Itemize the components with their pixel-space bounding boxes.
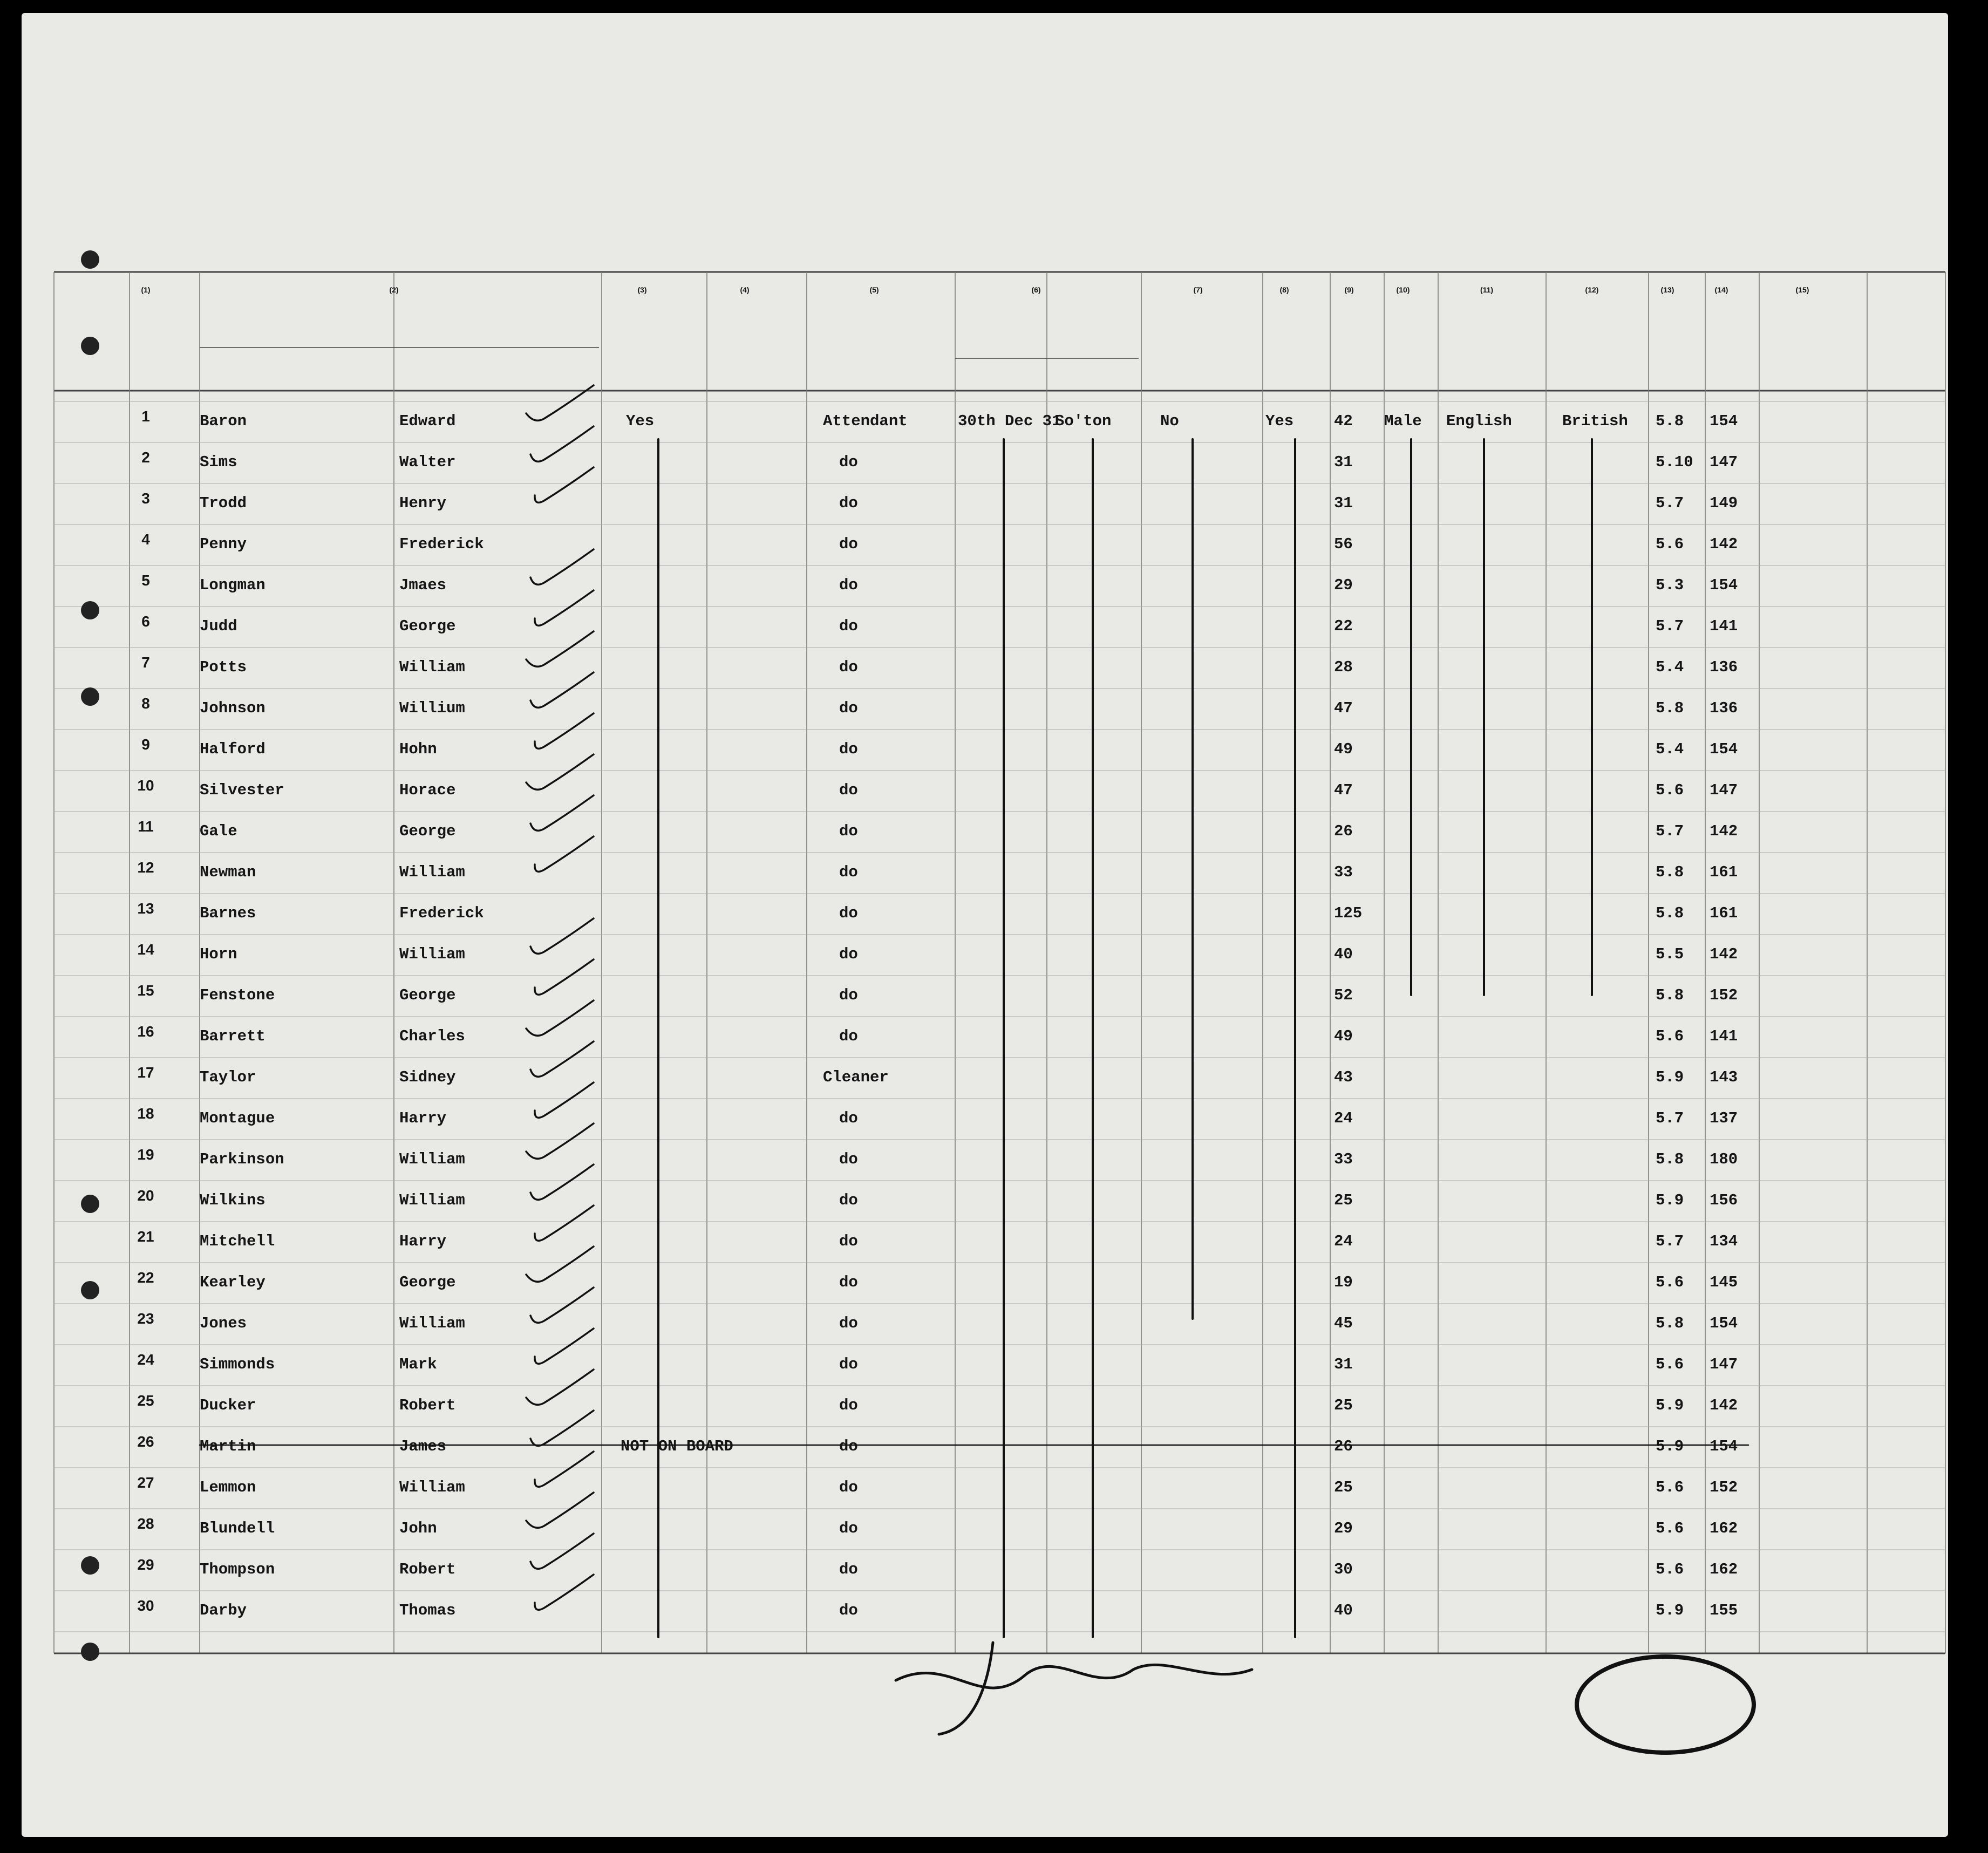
position-cell: do	[839, 1027, 858, 1045]
height-cell: 5.10	[1656, 453, 1693, 471]
column-number: (7)	[1193, 285, 1203, 294]
given-name-cell: Harry	[399, 1109, 447, 1127]
age-cell: 24	[1334, 1232, 1353, 1250]
height-cell: 5.8	[1656, 1314, 1684, 1332]
family-name-cell: Thompson	[200, 1561, 275, 1578]
position-cell: do	[839, 904, 858, 922]
row-number: 8	[141, 695, 150, 712]
family-name-cell: Sims	[200, 453, 237, 471]
age-cell: 19	[1334, 1273, 1353, 1291]
position-cell: do	[839, 1150, 858, 1168]
binder-hole	[81, 1195, 99, 1213]
given-name-cell: Harry	[399, 1232, 447, 1250]
weight-cell: 180	[1710, 1150, 1738, 1168]
position-cell: do	[839, 1232, 858, 1250]
height-cell: 5.7	[1656, 822, 1684, 840]
manifest-sheet	[22, 13, 1948, 1837]
age-cell: 47	[1334, 699, 1353, 717]
binder-hole	[81, 1281, 99, 1299]
given-name-cell: John	[399, 1520, 437, 1537]
column-number: (13)	[1660, 285, 1674, 294]
binder-hole	[81, 687, 99, 706]
given-name-cell: Willium	[399, 699, 465, 717]
age-cell: 49	[1334, 740, 1353, 758]
weight-cell: 149	[1710, 494, 1738, 512]
handwritten-annotations	[22, 13, 1948, 1837]
age-cell: 28	[1334, 658, 1353, 676]
age-cell: 24	[1334, 1109, 1353, 1127]
given-name-cell: George	[399, 617, 456, 635]
paid-off-cell: No	[1160, 412, 1179, 430]
weight-cell: 147	[1710, 453, 1738, 471]
family-name-cell: Blundell	[200, 1520, 275, 1537]
age-cell: 29	[1334, 576, 1353, 594]
given-name-cell: Edward	[399, 412, 456, 430]
row-number: 10	[137, 777, 154, 794]
age-cell: 43	[1334, 1068, 1353, 1086]
weight-cell: 137	[1710, 1109, 1738, 1127]
row-number: 12	[137, 859, 154, 876]
family-name-cell: Montague	[200, 1109, 275, 1127]
position-cell: do	[839, 1191, 858, 1209]
binder-hole	[81, 250, 99, 269]
age-cell: 31	[1334, 1355, 1353, 1373]
ink-stroke	[530, 1287, 594, 1323]
family-name-cell: Lemmon	[200, 1479, 256, 1496]
height-cell: 5.8	[1656, 699, 1684, 717]
family-name-cell: Barnes	[200, 904, 256, 922]
ink-stroke	[896, 1665, 1252, 1688]
ink-stroke	[526, 1493, 594, 1528]
height-cell: 5.4	[1656, 658, 1684, 676]
age-cell: 40	[1334, 1602, 1353, 1619]
ink-stroke	[535, 836, 594, 871]
height-cell: 5.7	[1656, 494, 1684, 512]
age-cell: 26	[1334, 822, 1353, 840]
age-cell: 31	[1334, 453, 1353, 471]
shipped-when-cell: 30th Dec 31	[958, 412, 1061, 430]
age-cell: 29	[1334, 1520, 1353, 1537]
age-cell: 45	[1334, 1314, 1353, 1332]
position-cell: do	[839, 822, 858, 840]
family-name-cell: Penny	[200, 535, 247, 553]
position-cell: do	[839, 945, 858, 963]
position-cell: Cleaner	[823, 1068, 889, 1086]
family-name-cell: Horn	[200, 945, 237, 963]
sex-cell: Male	[1384, 412, 1422, 430]
row-number: 1	[141, 408, 150, 425]
family-name-cell: Parkinson	[200, 1150, 284, 1168]
given-name-cell: George	[399, 1273, 456, 1291]
row-number: 7	[141, 654, 150, 671]
height-cell: 5.7	[1656, 1109, 1684, 1127]
ink-stroke	[530, 672, 594, 707]
age-cell: 25	[1334, 1191, 1353, 1209]
age-cell: 33	[1334, 863, 1353, 881]
race-cell: English	[1446, 412, 1512, 430]
row-number: 16	[137, 1023, 154, 1040]
age-cell: 30	[1334, 1561, 1353, 1578]
row-number: 5	[141, 572, 150, 589]
column-number: (5)	[869, 285, 879, 294]
weight-cell: 154	[1710, 412, 1738, 430]
position-cell: do	[839, 740, 858, 758]
weight-cell: 134	[1710, 1232, 1738, 1250]
row-number: 26	[137, 1433, 154, 1450]
weight-cell: 155	[1710, 1602, 1738, 1619]
ink-stroke	[526, 1123, 594, 1159]
row-number: 25	[137, 1392, 154, 1409]
height-cell: 5.9	[1656, 1602, 1684, 1619]
family-name-cell: Johnson	[200, 699, 265, 717]
weight-cell: 147	[1710, 781, 1738, 799]
ink-stroke	[530, 1411, 594, 1446]
height-cell: 5.6	[1656, 1027, 1684, 1045]
row-number: 6	[141, 613, 150, 630]
given-name-cell: William	[399, 1479, 465, 1496]
position-cell: do	[839, 1109, 858, 1127]
column-number: (14)	[1714, 285, 1728, 294]
given-name-cell: George	[399, 986, 456, 1004]
weight-cell: 142	[1710, 945, 1738, 963]
ink-stroke	[535, 590, 594, 625]
given-name-cell: Frederick	[399, 535, 484, 553]
height-cell: 5.7	[1656, 1232, 1684, 1250]
height-cell: 5.6	[1656, 1561, 1684, 1578]
age-cell: 25	[1334, 1479, 1353, 1496]
height-cell: 5.8	[1656, 412, 1684, 430]
height-cell: 5.9	[1656, 1068, 1684, 1086]
family-name-cell: Mitchell	[200, 1232, 275, 1250]
age-cell: 25	[1334, 1396, 1353, 1414]
given-name-cell: Horace	[399, 781, 456, 799]
column-number: (11)	[1480, 285, 1494, 294]
height-cell: 5.9	[1656, 1438, 1684, 1455]
row-number: 19	[137, 1146, 154, 1163]
position-cell: do	[839, 617, 858, 635]
ink-stroke	[535, 959, 594, 994]
ink-stroke	[535, 1205, 594, 1241]
family-name-cell: Simmonds	[200, 1355, 275, 1373]
given-name-cell: Thomas	[399, 1602, 456, 1619]
weight-cell: 142	[1710, 1396, 1738, 1414]
given-name-cell: Walter	[399, 453, 456, 471]
row-number: 17	[137, 1064, 154, 1081]
family-name-cell: Taylor	[200, 1068, 256, 1086]
family-name-cell: Darby	[200, 1602, 247, 1619]
ink-stroke	[526, 754, 594, 789]
row-number: 28	[137, 1515, 154, 1532]
row-number: 11	[138, 818, 154, 835]
weight-cell: 136	[1710, 699, 1738, 717]
position-cell: do	[839, 576, 858, 594]
age-cell: 31	[1334, 494, 1353, 512]
given-name-cell: William	[399, 945, 465, 963]
family-name-cell: Jones	[200, 1314, 247, 1332]
ink-stroke	[530, 918, 594, 953]
row-number: 18	[137, 1105, 154, 1122]
ink-stroke	[535, 1575, 594, 1610]
family-name-cell: Barrett	[200, 1027, 265, 1045]
height-cell: 5.6	[1656, 1355, 1684, 1373]
given-name-cell: James	[399, 1438, 447, 1455]
given-name-cell: William	[399, 658, 465, 676]
ink-stroke	[530, 795, 594, 830]
age-cell: 49	[1334, 1027, 1353, 1045]
weight-cell: 141	[1710, 1027, 1738, 1045]
given-name-cell: Hohn	[399, 740, 437, 758]
weight-cell: 161	[1710, 904, 1738, 922]
row-number: 30	[137, 1597, 154, 1614]
position-cell: do	[839, 494, 858, 512]
given-name-cell: Jmaes	[399, 576, 447, 594]
ink-stroke	[526, 1000, 594, 1036]
row-number: 23	[137, 1310, 154, 1327]
column-number: (15)	[1795, 285, 1809, 294]
age-cell: 33	[1334, 1150, 1353, 1168]
row-number: 29	[137, 1556, 154, 1573]
family-name-cell: Longman	[200, 576, 265, 594]
position-cell: do	[839, 699, 858, 717]
ink-stroke	[530, 1164, 594, 1200]
row-number: 3	[141, 490, 150, 507]
ink-stroke	[526, 631, 594, 666]
ink-stroke	[535, 1329, 594, 1364]
family-name-cell: Wilkins	[200, 1191, 265, 1209]
weight-cell: 154	[1710, 1438, 1738, 1455]
height-cell: 5.8	[1656, 904, 1684, 922]
weight-cell: 145	[1710, 1273, 1738, 1291]
height-cell: 5.4	[1656, 740, 1684, 758]
weight-cell: 141	[1710, 617, 1738, 635]
given-name-cell: Robert	[399, 1396, 456, 1414]
family-name-cell: Kearley	[200, 1273, 265, 1291]
given-name-cell: Charles	[399, 1027, 465, 1045]
position-cell: do	[839, 658, 858, 676]
age-cell: 52	[1334, 986, 1353, 1004]
row-number: 2	[141, 449, 150, 466]
height-cell: 5.5	[1656, 945, 1684, 963]
position-cell: do	[839, 863, 858, 881]
position-cell: do	[839, 1355, 858, 1373]
column-number: (8)	[1279, 285, 1289, 294]
row-number: 9	[141, 736, 150, 753]
family-name-cell: Potts	[200, 658, 247, 676]
row-number: 14	[137, 941, 154, 958]
height-cell: 5.9	[1656, 1396, 1684, 1414]
height-cell: 5.6	[1656, 1273, 1684, 1291]
ink-stroke	[526, 1370, 594, 1405]
binder-hole	[81, 337, 99, 355]
position-cell: do	[839, 1561, 858, 1578]
weight-cell: 136	[1710, 658, 1738, 676]
weight-cell: 152	[1710, 1479, 1738, 1496]
given-name-cell: Henry	[399, 494, 447, 512]
column-number: (9)	[1344, 285, 1354, 294]
weight-cell: 156	[1710, 1191, 1738, 1209]
given-name-cell: Sidney	[399, 1068, 456, 1086]
row-number: 15	[137, 982, 154, 999]
able-to-read-cell: Yes	[1265, 412, 1294, 430]
family-name-cell: Judd	[200, 617, 237, 635]
age-cell: 42	[1334, 412, 1353, 430]
ink-stroke	[526, 385, 594, 420]
position-cell: do	[839, 1520, 858, 1537]
column-number: (2)	[389, 285, 399, 294]
identification-cell: NOT ON BOARD	[621, 1438, 733, 1455]
row-number: 20	[137, 1187, 154, 1204]
weight-cell: 142	[1710, 535, 1738, 553]
position-cell: do	[839, 453, 858, 471]
age-cell: 125	[1334, 904, 1363, 922]
weight-cell: 142	[1710, 822, 1738, 840]
ink-stroke	[535, 467, 594, 502]
weight-cell: 162	[1710, 1561, 1738, 1578]
age-cell: 40	[1334, 945, 1353, 963]
weight-cell: 154	[1710, 1314, 1738, 1332]
family-name-cell: Newman	[200, 863, 256, 881]
height-cell: 5.7	[1656, 617, 1684, 635]
column-number: (1)	[141, 285, 151, 294]
height-cell: 5.8	[1656, 1150, 1684, 1168]
position-cell: Attendant	[823, 412, 908, 430]
given-name-cell: Robert	[399, 1561, 456, 1578]
position-cell: do	[839, 1314, 858, 1332]
column-number: (10)	[1396, 285, 1410, 294]
binder-hole	[81, 601, 99, 619]
ink-stroke	[535, 1452, 594, 1487]
column-number: (4)	[740, 285, 750, 294]
position-cell: do	[839, 781, 858, 799]
family-name-cell: Baron	[200, 412, 247, 430]
column-number: (6)	[1031, 285, 1041, 294]
given-name-cell: William	[399, 1150, 465, 1168]
ink-stroke	[530, 1534, 594, 1569]
given-name-cell: William	[399, 863, 465, 881]
position-cell: do	[839, 535, 858, 553]
given-name-cell: George	[399, 822, 456, 840]
height-cell: 5.8	[1656, 986, 1684, 1004]
age-cell: 26	[1334, 1438, 1353, 1455]
weight-cell: 143	[1710, 1068, 1738, 1086]
weight-cell: 152	[1710, 986, 1738, 1004]
shipped-where-cell: So'ton	[1055, 412, 1112, 430]
ink-stroke	[530, 549, 594, 584]
column-number: (3)	[637, 285, 647, 294]
weight-cell: 147	[1710, 1355, 1738, 1373]
height-cell: 5.8	[1656, 863, 1684, 881]
ink-stroke	[530, 426, 594, 461]
ink-stroke	[535, 713, 594, 748]
position-cell: do	[839, 1438, 858, 1455]
family-name-cell: Martin	[200, 1438, 256, 1455]
weight-cell: 154	[1710, 576, 1738, 594]
height-cell: 5.6	[1656, 535, 1684, 553]
ink-stroke	[535, 1082, 594, 1118]
weight-cell: 161	[1710, 863, 1738, 881]
binder-hole	[81, 1556, 99, 1575]
weight-cell: 154	[1710, 740, 1738, 758]
row-number: 21	[137, 1228, 154, 1245]
age-cell: 56	[1334, 535, 1353, 553]
position-cell: do	[839, 986, 858, 1004]
identification-cell: Yes	[626, 412, 655, 430]
given-name-cell: Mark	[399, 1355, 437, 1373]
position-cell: do	[839, 1273, 858, 1291]
row-number: 22	[137, 1269, 154, 1286]
height-cell: 5.6	[1656, 1520, 1684, 1537]
height-cell: 5.6	[1656, 781, 1684, 799]
age-cell: 47	[1334, 781, 1353, 799]
row-number: 27	[137, 1474, 154, 1491]
family-name-cell: Fenstone	[200, 986, 275, 1004]
height-cell: 5.9	[1656, 1191, 1684, 1209]
nationality-cell: British	[1562, 412, 1628, 430]
family-name-cell: Trodd	[200, 494, 247, 512]
family-name-cell: Silvester	[200, 781, 284, 799]
height-cell: 5.3	[1656, 576, 1684, 594]
ink-stroke	[530, 1041, 594, 1077]
family-name-cell: Ducker	[200, 1396, 256, 1414]
given-name-cell: Frederick	[399, 904, 484, 922]
column-number: (12)	[1585, 285, 1599, 294]
family-name-cell: Gale	[200, 822, 237, 840]
given-name-cell: William	[399, 1191, 465, 1209]
position-cell: do	[839, 1602, 858, 1619]
family-name-cell: Halford	[200, 740, 265, 758]
ink-stroke	[526, 1246, 594, 1282]
binder-hole	[81, 1643, 99, 1661]
office-stamp	[1575, 1654, 1756, 1755]
height-cell: 5.6	[1656, 1479, 1684, 1496]
row-number: 4	[141, 531, 150, 548]
given-name-cell: William	[399, 1314, 465, 1332]
row-number: 13	[137, 900, 154, 917]
row-number: 24	[137, 1351, 154, 1368]
age-cell: 22	[1334, 617, 1353, 635]
position-cell: do	[839, 1479, 858, 1496]
weight-cell: 162	[1710, 1520, 1738, 1537]
position-cell: do	[839, 1396, 858, 1414]
